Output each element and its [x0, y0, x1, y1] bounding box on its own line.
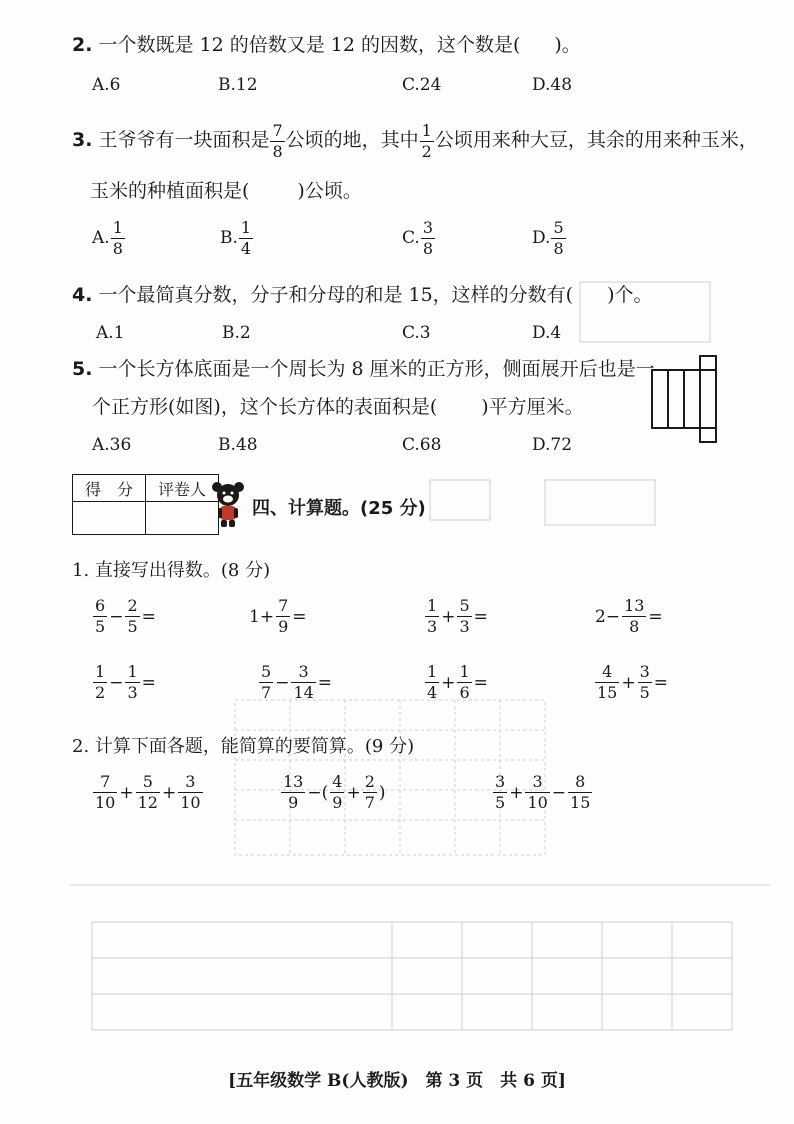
question-2: [72, 30, 581, 60]
grader-label: 评卷人: [146, 475, 219, 502]
score-cell[interactable]: [73, 502, 146, 535]
mental-calc-6: $\frac{5}{7}$ − $\frac{3}{14}$ =: [261, 662, 333, 702]
simplify-calc-2: $\frac{13}{9}$ −( $\frac{4}{9}$ + $\frac{2}{7}$ ): [283, 772, 386, 812]
option-a[interactable]: A. $\frac{1}{8}$: [92, 218, 123, 258]
option-b[interactable]: B. $\frac{1}{4}$: [220, 218, 252, 258]
question-text: 一个数既是 12 的倍数又是 12 的因数，这个数是(: [98, 34, 521, 56]
option-a[interactable]: A.36: [92, 435, 132, 455]
page-footer: [五年级数学 B(人教版) 第 3 页 共 6 页]: [228, 1071, 566, 1091]
mental-calc-7: $\frac{1}{4}$ + $\frac{1}{6}$ =: [427, 662, 488, 702]
mental-calc-2: 1+ $\frac{7}{9}$ =: [249, 596, 307, 636]
option-b[interactable]: B.48: [218, 435, 258, 455]
bear-mascot-icon: [208, 480, 248, 528]
score-table: [72, 474, 219, 535]
question-3: [72, 118, 758, 162]
part-1-title: 1. 直接写出得数。(8 分): [72, 560, 271, 581]
question-text: 一个长方体底面是一个周长为 8 厘米的正方形，侧面展开后也是一: [98, 358, 655, 380]
option-c[interactable]: C.3: [402, 323, 431, 343]
question-text: 一个最简真分数，分子和分母的和是 15，这样的分数有(: [98, 284, 574, 306]
option-a[interactable]: A.1: [96, 323, 125, 343]
fraction: $\frac{1}{2}$: [421, 120, 432, 161]
question-number: 2.: [72, 34, 93, 56]
question-4: [72, 280, 653, 310]
option-d[interactable]: D. $\frac{5}{8}$: [532, 218, 564, 258]
option-c[interactable]: C.24: [402, 75, 442, 95]
question-5: [72, 354, 655, 384]
option-b[interactable]: B.2: [222, 323, 251, 343]
question-text: 公顷的地，其中: [285, 129, 419, 151]
option-a[interactable]: A.6: [92, 75, 121, 95]
cuboid-net-figure: [650, 354, 720, 446]
question-text: 公顷用来种大豆，其余的用来种玉米，: [434, 129, 758, 151]
question-text-end: )公顷。: [297, 180, 362, 202]
option-c[interactable]: C. $\frac{3}{8}$: [402, 218, 433, 258]
mental-calc-1: $\frac{6}{5}$ − $\frac{2}{5}$ =: [95, 596, 156, 636]
section-4-title: 四、计算题。(25 分): [252, 498, 426, 519]
question-5-line-2: [92, 392, 584, 422]
option-d[interactable]: D.48: [532, 75, 573, 95]
mental-calc-5: $\frac{1}{2}$ − $\frac{1}{3}$ =: [95, 662, 156, 702]
mental-calc-3: $\frac{1}{3}$ + $\frac{5}{3}$ =: [427, 596, 488, 636]
question-text: 王爷爷有一块面积是: [98, 129, 270, 151]
mental-calc-8: $\frac{4}{15}$ + $\frac{3}{5}$ =: [597, 662, 669, 702]
part-2-title: 2. 计算下面各题，能简算的要简算。(9 分): [72, 736, 415, 757]
option-d[interactable]: D.4: [532, 323, 562, 343]
question-number: 3.: [72, 129, 93, 151]
question-text-end: )。: [554, 34, 581, 56]
fraction: $\frac{7}{8}$: [272, 120, 283, 161]
mental-calc-4: 2− $\frac{13}{8}$ =: [595, 596, 663, 636]
question-number: 4.: [72, 284, 93, 306]
simplify-calc-3: $\frac{3}{5}$ + $\frac{3}{10}$ − $\frac{8}{15}$: [495, 772, 591, 812]
score-label: 得 分: [73, 475, 146, 502]
question-text: 玉米的种植面积是(: [90, 180, 250, 202]
option-c[interactable]: C.68: [402, 435, 442, 455]
question-text-end: )个。: [607, 284, 653, 306]
question-3-line-2: [90, 176, 362, 206]
option-b[interactable]: B.12: [218, 75, 258, 95]
question-number: 5.: [72, 358, 93, 380]
option-d[interactable]: D.72: [532, 435, 573, 455]
question-text: 个正方形(如图)，这个长方体的表面积是(: [92, 396, 438, 418]
simplify-calc-1: $\frac{7}{10}$ + $\frac{5}{12}$ + $\frac{3}{10}$: [95, 772, 201, 812]
question-text-end: )平方厘米。: [481, 396, 584, 418]
